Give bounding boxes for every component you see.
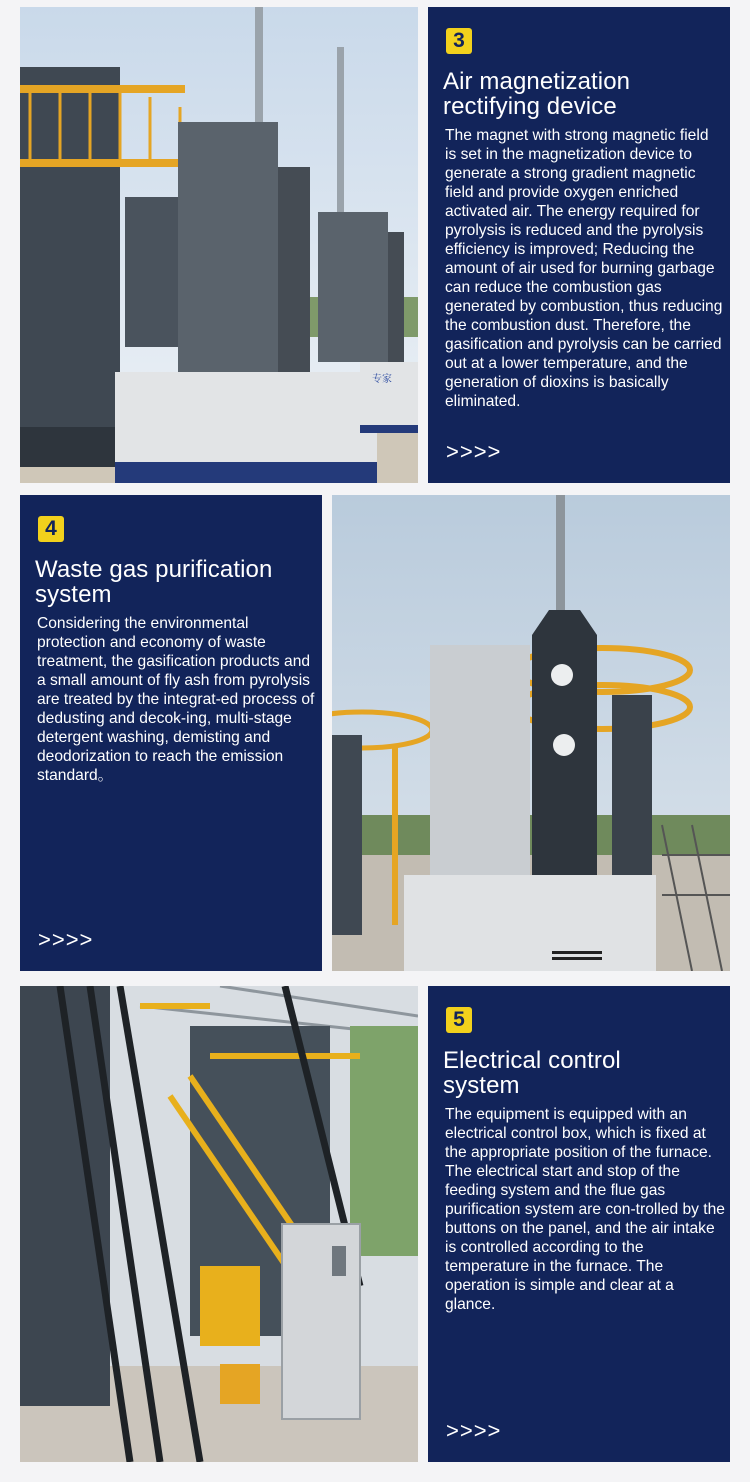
section-title [443, 69, 630, 119]
section-title [35, 557, 272, 607]
section-description: Considering the environmental protection and economy of waste treatment, the gasification products and a small amount of fly ash from pyrolysis are treated by the integrat-ed process of dedusting and decok-ing, multi-stage detergent washing, demisting and deodorization to reach the emission standard。 [37, 615, 315, 784]
section-title-line-2: system [35, 581, 112, 608]
section-title-line-2: rectifying device [443, 93, 617, 120]
section-title-line-1: Waste gas purification [35, 556, 273, 583]
more-arrows[interactable]: >>>> [446, 439, 502, 464]
equipment-photo-1 [20, 7, 418, 483]
section-description: The magnet with strong magnetic field is set in the magnetization device to generate a strong gradient magnetic field and provide oxygen enriched activated air. The energy required for pyrolysis is reduced and the pyrolysis efficiency is improved; Reducing the amount of air used for burning garbage can reduce the combustion gas generated by combustion, thus reducing the combustion dust. Therefore, the gasification and pyrolysis can be carried out at a lower temperature, and the generation of dioxins is basically eliminated. [445, 127, 723, 410]
section-number-badge: 3 [446, 28, 472, 54]
photo-waste-gas-purification [332, 495, 730, 971]
equipment-photo-3 [20, 986, 418, 1462]
section-title [443, 1048, 621, 1098]
photo-watermark-label: 专家 [372, 374, 392, 385]
section-3-panel [428, 7, 730, 483]
more-arrows[interactable]: >>>> [38, 927, 94, 952]
section-description: The equipment is equipped with an electrical control box, which is fixed at the appropriate position of the furnace. The electrical start and stop of the feeding system and the flue gas purification system are con-trolled by the buttons on the panel, and the air intake is controlled according to the temperature in the furnace. The operation is simple and clear at a glance. [445, 1106, 725, 1313]
section-5-panel [428, 986, 730, 1462]
equipment-photo-2 [332, 495, 730, 971]
photo-electrical-control-box [20, 986, 418, 1462]
section-title-line-2: system [443, 1072, 520, 1099]
section-4-panel [20, 495, 322, 971]
photo-air-magnetization-device [20, 7, 418, 483]
section-number-badge: 5 [446, 1007, 472, 1033]
section-title-line-1: Air magnetization [443, 68, 631, 95]
more-arrows[interactable]: >>>> [446, 1418, 502, 1443]
section-number-badge: 4 [38, 516, 64, 542]
section-title-line-1: Electrical control [443, 1047, 621, 1074]
